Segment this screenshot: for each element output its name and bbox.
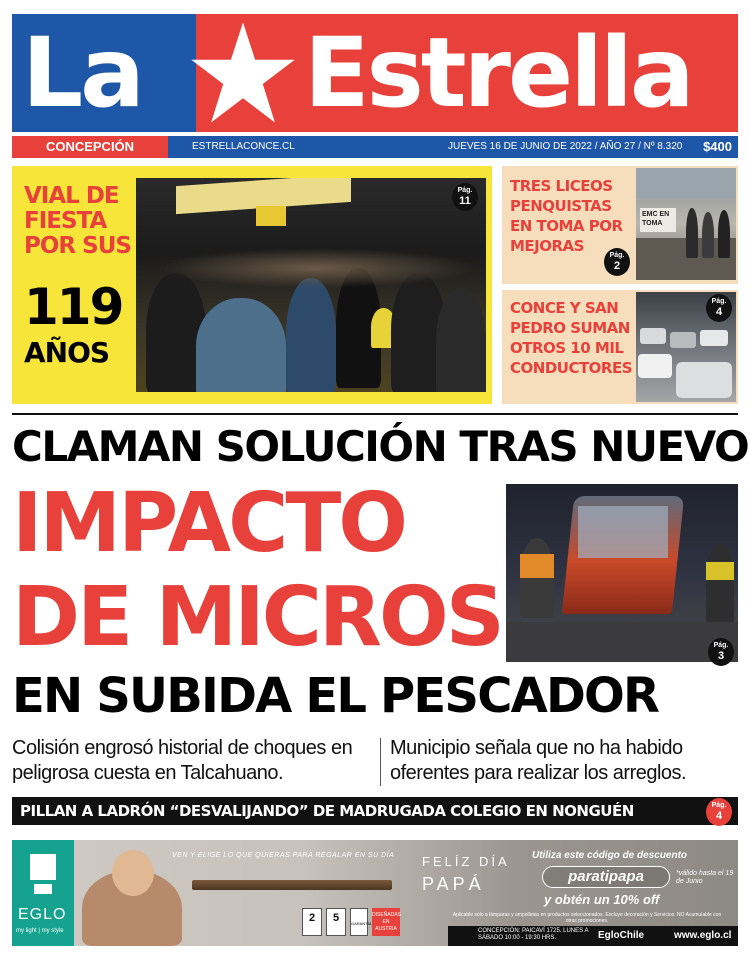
building: [636, 168, 736, 198]
crowd-background: [156, 248, 476, 288]
ad-brand: EGLO: [18, 906, 67, 923]
yellow-banner: [256, 206, 286, 226]
section-divider: [12, 413, 738, 415]
deck-separator: [380, 738, 381, 786]
main-headline-line2[interactable]: IMPACTO: [12, 476, 405, 571]
ad-feliz-dia: FELÍZ DÍA: [422, 854, 510, 869]
page-label: Pág.: [457, 187, 473, 194]
schools-photo: [636, 168, 736, 280]
main-headline-line4[interactable]: EN SUBIDA EL PESCADOR: [12, 668, 659, 724]
ad-footer-bar: [448, 926, 738, 946]
firefighter-figure: [706, 544, 734, 624]
crowd-figure: [436, 288, 486, 392]
page-label: Pág.: [713, 642, 729, 649]
page-badge: [706, 798, 732, 826]
firefighter-figure: [520, 538, 554, 618]
page-number: 11: [459, 195, 471, 207]
lamp-icon: [24, 854, 62, 898]
advertisement[interactable]: [12, 840, 738, 946]
discount-code[interactable]: paratipapa: [542, 866, 670, 888]
road: [506, 622, 738, 662]
guarantee-badges: [302, 908, 402, 938]
masthead: [12, 14, 738, 132]
masthead-subbar: [12, 136, 738, 158]
page-label: Pág.: [711, 802, 727, 809]
car: [670, 332, 696, 348]
page-number: 4: [715, 306, 723, 318]
reflective-vest: [706, 562, 734, 580]
ad-website[interactable]: www.eglo.cl: [674, 930, 732, 941]
protest-sign: EMC EN TOMA: [640, 208, 676, 232]
wood-lamp-image: [192, 880, 392, 890]
car: [676, 362, 732, 398]
deck-left: Colisión engrosó historial de choques en peligrosa cuesta en Talcahuano.: [12, 737, 353, 784]
star-icon: [188, 18, 298, 128]
page-badge: [708, 638, 734, 666]
anniversary-headline: VIAL DE FIESTA POR SUS: [24, 183, 131, 259]
reflective-vest: [520, 554, 554, 578]
bus-crash-photo: [506, 484, 738, 662]
edition-city: CONCEPCIÓN: [12, 136, 168, 158]
ad-fine-print: Aplicable sólo a lámparas y ampolletas en productos seleccionados. Excluye decoración y Servicios. NO Acumulable con otras promociones.: [452, 912, 722, 924]
ad-top-line: VEN Y ELIGE LO QUE QUIERAS PARA REGALAR EN SU DÍA: [172, 852, 395, 859]
car: [640, 328, 666, 344]
ad-discount-offer: y obtén un 10% off: [544, 892, 660, 907]
ad-papa: PAPÁ: [422, 874, 485, 894]
brand-estrella: Estrella: [304, 17, 692, 129]
page-number: 3: [717, 650, 725, 662]
person-figure: [686, 208, 698, 258]
crowd-figure: [286, 278, 336, 392]
bottom-news-strip[interactable]: PILLAN A LADRÓN “DESVALIJANDO” DE MADRUGADA COLEGIO EN NONGUÉN: [12, 797, 738, 825]
brand-la: La: [22, 17, 142, 129]
dateline: JUEVES 16 DE JUNIO DE 2022 / AÑO 27 / Nº 8.320: [448, 141, 683, 152]
ad-utiliza: Utiliza este código de descuento: [532, 850, 688, 861]
main-headline-line3[interactable]: DE MICROS: [12, 570, 502, 665]
person-figure: [718, 210, 730, 258]
car: [700, 330, 728, 346]
drivers-headline: CONCE Y SAN PEDRO SUMAN OTROS 10 MIL CONDUCTORES: [510, 299, 633, 377]
schools-headline: TRES LICEOS PENQUISTAS EN TOMA POR MEJORAS: [510, 177, 623, 255]
car: [638, 354, 672, 378]
guarantee-badge: 5: [326, 908, 346, 936]
eglo-logo: [12, 840, 74, 946]
social-handle[interactable]: EgloChile: [598, 930, 645, 941]
website-link[interactable]: ESTRELLACONCE.CL: [192, 141, 295, 152]
anniversary-number: 119: [24, 278, 123, 336]
page-number: 2: [613, 260, 621, 272]
page-label: Pág.: [609, 252, 625, 259]
bus-windshield: [578, 506, 668, 558]
ad-brand-tagline: my light | my style: [16, 928, 64, 934]
page-badge: [452, 183, 478, 211]
price: $400: [703, 139, 732, 154]
child-figure: [112, 850, 154, 896]
anniversary-suffix: AÑOS: [24, 336, 110, 369]
page-label: Pág.: [711, 298, 727, 305]
crowd-figure: [196, 298, 286, 392]
page-badge: [604, 248, 630, 276]
page-number: 4: [715, 810, 723, 822]
store-address: CONCEPCIÓN: PAICAVÍ 1725. LUNES A SÁBADO 10:00 - 19:30 HRS.: [478, 928, 589, 941]
page-badge: [706, 294, 732, 322]
led-badge: GARANTÍA: [350, 908, 368, 936]
main-headline-line1[interactable]: CLAMAN SOLUCIÓN TRAS NUEVO: [12, 422, 749, 471]
guarantee-badge: 2: [302, 908, 322, 936]
celebration-photo: [136, 178, 486, 392]
deck-right: Municipio señala que no ha habido oferentes para realizar los arreglos.: [390, 737, 687, 784]
ad-valid-until: *válido hasta el 19 de Junio: [676, 870, 734, 885]
person-figure: [702, 212, 714, 258]
austria-badge: DISEÑADAS EN AUSTRIA: [372, 908, 400, 936]
